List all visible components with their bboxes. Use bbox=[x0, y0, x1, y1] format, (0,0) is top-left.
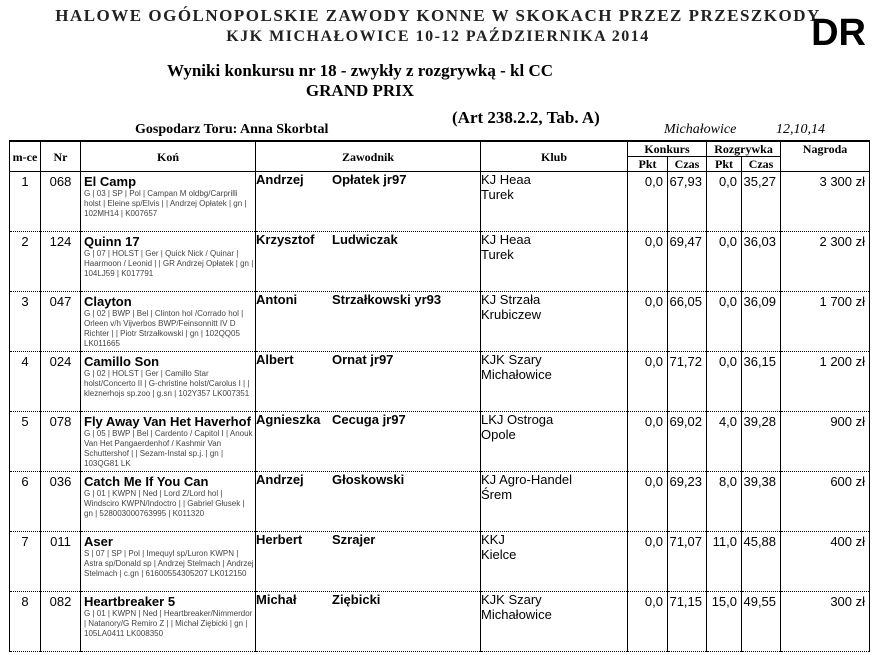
header-nr: Nr bbox=[41, 141, 81, 172]
cell-place: 1 bbox=[10, 172, 41, 232]
cell-konkurs-czas: 69,23 bbox=[668, 472, 707, 532]
cell-konkurs-pkt: 0,0 bbox=[628, 232, 668, 292]
results-table bbox=[9, 140, 870, 652]
cell-rozgrywka-czas: 36,15 bbox=[742, 352, 781, 412]
cell-place: 3 bbox=[10, 292, 41, 352]
cell-place: 4 bbox=[10, 352, 41, 412]
cell-place: 8 bbox=[10, 592, 41, 652]
cell-konkurs-pkt: 0,0 bbox=[628, 532, 668, 592]
event-date: 12,10,14 bbox=[776, 122, 825, 137]
cell-horse bbox=[81, 412, 256, 472]
cell-nr: 047 bbox=[41, 292, 81, 352]
table-row bbox=[10, 592, 870, 652]
rider-last-name: Głoskowski bbox=[332, 472, 405, 487]
cell-horse bbox=[81, 352, 256, 412]
cell-rozgrywka-pkt: 8,0 bbox=[707, 472, 742, 532]
table-row bbox=[10, 232, 870, 292]
header-rozgrywka-pkt: Pkt bbox=[707, 157, 742, 172]
club-name: KJ Agro-Handel bbox=[481, 472, 573, 487]
cell-rider bbox=[256, 232, 481, 292]
horse-info: G | 01 | KWPN | Ned | Heartbreaker/Nimmerdor | Natanory/G Remiro Z | | Michał Ziębicki | gn | 105LA0411 LK008350 bbox=[84, 609, 253, 638]
competition-title: Wyniki konkursu nr 18 - zwykły z rozgrywką - kl CC bbox=[166, 61, 553, 80]
header-horse: Koń bbox=[81, 141, 256, 172]
club-city: Krubiczew bbox=[481, 307, 541, 322]
cell-konkurs-czas: 71,72 bbox=[668, 352, 707, 412]
cell-rozgrywka-czas: 39,38 bbox=[742, 472, 781, 532]
cell-club bbox=[481, 532, 628, 592]
club-name: KJ Heaa bbox=[481, 172, 531, 187]
table-row bbox=[10, 532, 870, 592]
horse-name: Heartbreaker 5 bbox=[84, 594, 176, 609]
club-city: Michałowice bbox=[481, 367, 552, 382]
horse-name: El Camp bbox=[84, 174, 137, 189]
cell-club bbox=[481, 292, 628, 352]
cell-konkurs-pkt: 0,0 bbox=[628, 292, 668, 352]
club-name: KJK Szary bbox=[481, 592, 542, 607]
club-name: KKJ bbox=[481, 532, 505, 547]
cell-nr: 011 bbox=[41, 532, 81, 592]
rider-first-name: Michał bbox=[256, 592, 297, 607]
header-konkurs: Konkurs bbox=[628, 141, 707, 157]
header-place: m-ce bbox=[10, 141, 41, 172]
cell-rozgrywka-pkt: 0,0 bbox=[707, 352, 742, 412]
horse-info: G | 02 | BWP | Bel | Clinton hol /Corrado hol | Orleen v/h Vijverbos BWP/Feinsonnitt IV D Richter | | Piotr Strzałkowski | gn | 102QQ05 LK011665 bbox=[84, 309, 244, 348]
rider-first-name: Andrzej bbox=[256, 472, 304, 487]
cell-konkurs-czas: 71,07 bbox=[668, 532, 707, 592]
cell-place: 7 bbox=[10, 532, 41, 592]
header-rozgrywka: Rozgrywka bbox=[707, 141, 781, 157]
cell-prize: 300 zł bbox=[781, 592, 870, 652]
table-row bbox=[10, 352, 870, 412]
cell-horse bbox=[81, 292, 256, 352]
cell-rozgrywka-pkt: 15,0 bbox=[707, 592, 742, 652]
horse-info: G | 03 | SP | Pol | Campan M oldbg/Carprilli holst | Eleine sp/Elvis | | Andrzej Opłatek | gn | 102MH14 | K007657 bbox=[84, 189, 247, 218]
table-row bbox=[10, 412, 870, 472]
article-reference: (Art 238.2.2, Tab. A) bbox=[452, 108, 600, 127]
horse-info: G | 02 | HOLST | Ger | Camillo Star holst/Concerto II | G-christine holst/Carolus I | | kleznerhojs sp.zoo | g.sn | 102Y357 LK007351 bbox=[84, 369, 250, 398]
cell-rider bbox=[256, 412, 481, 472]
cell-rozgrywka-czas: 36,03 bbox=[742, 232, 781, 292]
horse-name: Catch Me If You Can bbox=[84, 474, 209, 489]
cell-rozgrywka-czas: 39,28 bbox=[742, 412, 781, 472]
cell-prize: 1 200 zł bbox=[781, 352, 870, 412]
cell-rozgrywka-pkt: 11,0 bbox=[707, 532, 742, 592]
cell-konkurs-czas: 69,47 bbox=[668, 232, 707, 292]
header-club: Klub bbox=[481, 141, 628, 172]
rider-first-name: Albert bbox=[256, 352, 294, 367]
club-name: KJ Heaa bbox=[481, 232, 531, 247]
horse-name: Clayton bbox=[84, 294, 132, 309]
cell-nr: 124 bbox=[41, 232, 81, 292]
club-name: LKJ Ostroga bbox=[481, 412, 554, 427]
cell-club bbox=[481, 592, 628, 652]
cell-prize: 2 300 zł bbox=[781, 232, 870, 292]
cell-horse bbox=[81, 532, 256, 592]
cell-rider bbox=[256, 172, 481, 232]
cell-konkurs-pkt: 0,0 bbox=[628, 472, 668, 532]
cell-club bbox=[481, 352, 628, 412]
horse-info: G | 05 | BWP | Bel | Cardento / Capitol I | Anouk Van Het Pangaerdenhof / Kashmir Van Schuttershof | | Sezam-Instal sp.j. | gn | 103QG81 LK bbox=[84, 429, 253, 468]
cell-konkurs-czas: 67,93 bbox=[668, 172, 707, 232]
rider-last-name: Opłatek jr97 bbox=[332, 172, 407, 187]
rider-first-name: Andrzej bbox=[256, 172, 304, 187]
cell-nr: 024 bbox=[41, 352, 81, 412]
cell-rozgrywka-czas: 35,27 bbox=[742, 172, 781, 232]
competition-name: GRAND PRIX bbox=[305, 81, 415, 100]
cell-horse bbox=[81, 172, 256, 232]
horse-info: G | 01 | KWPN | Ned | Lord Z/Lord hol | Windsciro KWPN/Indoctro | | Gabriel Głusek | gn | 528003000763995 | K011320 bbox=[84, 489, 245, 518]
header-prize: Nagroda bbox=[781, 141, 870, 172]
header-konkurs-czas: Czas bbox=[668, 157, 707, 172]
rider-last-name: Szrajer bbox=[332, 532, 376, 547]
event-subtitle: KJK MICHAŁOWICE 10-12 PAŹDZIERNIKA 2014 bbox=[226, 28, 650, 45]
cell-place: 5 bbox=[10, 412, 41, 472]
horse-info: S | 07 | SP | Pol | Imequyl sp/Luron KWPN | Astra sp/Donald sp | Andrzej Stelmach | Andrzej Stelmach | c.gn | 61600554305207 LK012150 bbox=[84, 549, 254, 578]
club-city: Michałowice bbox=[481, 607, 552, 622]
rider-last-name: Ludwiczak bbox=[332, 232, 398, 247]
cell-konkurs-pkt: 0,0 bbox=[628, 412, 668, 472]
cell-konkurs-czas: 69,02 bbox=[668, 412, 707, 472]
horse-name: Aser bbox=[84, 534, 113, 549]
club-city: Turek bbox=[481, 187, 514, 202]
cell-rozgrywka-pkt: 0,0 bbox=[707, 232, 742, 292]
cell-rozgrywka-czas: 49,55 bbox=[742, 592, 781, 652]
cell-rozgrywka-czas: 36,09 bbox=[742, 292, 781, 352]
cell-club bbox=[481, 172, 628, 232]
header-rozgrywka-czas: Czas bbox=[742, 157, 781, 172]
cell-prize: 900 zł bbox=[781, 412, 870, 472]
cell-rozgrywka-pkt: 0,0 bbox=[707, 172, 742, 232]
table-row bbox=[10, 472, 870, 532]
rider-last-name: Cecuga jr97 bbox=[332, 412, 406, 427]
cell-rozgrywka-pkt: 0,0 bbox=[707, 292, 742, 352]
club-name: KJK Szary bbox=[481, 352, 542, 367]
cell-prize: 1 700 zł bbox=[781, 292, 870, 352]
horse-name: Quinn 17 bbox=[84, 234, 140, 249]
cell-nr: 082 bbox=[41, 592, 81, 652]
cell-konkurs-czas: 71,15 bbox=[668, 592, 707, 652]
rider-last-name: Ziębicki bbox=[332, 592, 381, 607]
event-place: Michałowice bbox=[664, 122, 737, 137]
cell-rider bbox=[256, 352, 481, 412]
club-city: Kielce bbox=[481, 547, 517, 562]
header-konkurs-pkt: Pkt bbox=[628, 157, 668, 172]
cell-rider bbox=[256, 532, 481, 592]
rider-last-name: Strzałkowski yr93 bbox=[332, 292, 442, 307]
cell-club bbox=[481, 472, 628, 532]
cell-club bbox=[481, 412, 628, 472]
rider-first-name: Agnieszka bbox=[256, 412, 321, 427]
cell-rider bbox=[256, 292, 481, 352]
cell-nr: 036 bbox=[41, 472, 81, 532]
course-designer: Gospodarz Toru: Anna Skorbtal bbox=[135, 122, 329, 137]
rider-first-name: Antoni bbox=[256, 292, 298, 307]
table-row bbox=[10, 172, 870, 232]
corner-code: DR bbox=[811, 12, 866, 54]
rider-first-name: Krzysztof bbox=[256, 232, 315, 247]
club-city: Turek bbox=[481, 247, 514, 262]
club-city: Śrem bbox=[481, 487, 513, 502]
cell-club bbox=[481, 232, 628, 292]
cell-rozgrywka-pkt: 4,0 bbox=[707, 412, 742, 472]
club-city: Opole bbox=[481, 427, 516, 442]
table-row bbox=[10, 292, 870, 352]
cell-nr: 078 bbox=[41, 412, 81, 472]
cell-prize: 3 300 zł bbox=[781, 172, 870, 232]
cell-konkurs-czas: 66,05 bbox=[668, 292, 707, 352]
cell-horse bbox=[81, 472, 256, 532]
cell-rozgrywka-czas: 45,88 bbox=[742, 532, 781, 592]
cell-konkurs-pkt: 0,0 bbox=[628, 592, 668, 652]
cell-place: 6 bbox=[10, 472, 41, 532]
cell-rider bbox=[256, 592, 481, 652]
horse-name: Camillo Son bbox=[84, 354, 160, 369]
club-name: KJ Strzała bbox=[481, 292, 541, 307]
header-rider: Zawodnik bbox=[256, 141, 481, 172]
cell-prize: 400 zł bbox=[781, 532, 870, 592]
cell-nr: 068 bbox=[41, 172, 81, 232]
cell-konkurs-pkt: 0,0 bbox=[628, 352, 668, 412]
horse-name: Fly Away Van Het Haverhof bbox=[84, 414, 251, 429]
rider-last-name: Ornat jr97 bbox=[332, 352, 394, 367]
cell-konkurs-pkt: 0,0 bbox=[628, 172, 668, 232]
cell-prize: 600 zł bbox=[781, 472, 870, 532]
cell-place: 2 bbox=[10, 232, 41, 292]
cell-horse bbox=[81, 232, 256, 292]
cell-horse bbox=[81, 592, 256, 652]
rider-first-name: Herbert bbox=[256, 532, 303, 547]
event-title: HALOWE OGÓLNOPOLSKIE ZAWODY KONNE W SKOKACH PRZEZ PRZESZKODY bbox=[55, 6, 821, 25]
horse-info: G | 07 | HOLST | Ger | Quick Nick / Quinar | Haarmoon / Leonid | | GR Andrzej Opłatek | gn | 104LJ59 | K017791 bbox=[84, 249, 254, 278]
cell-rider bbox=[256, 472, 481, 532]
